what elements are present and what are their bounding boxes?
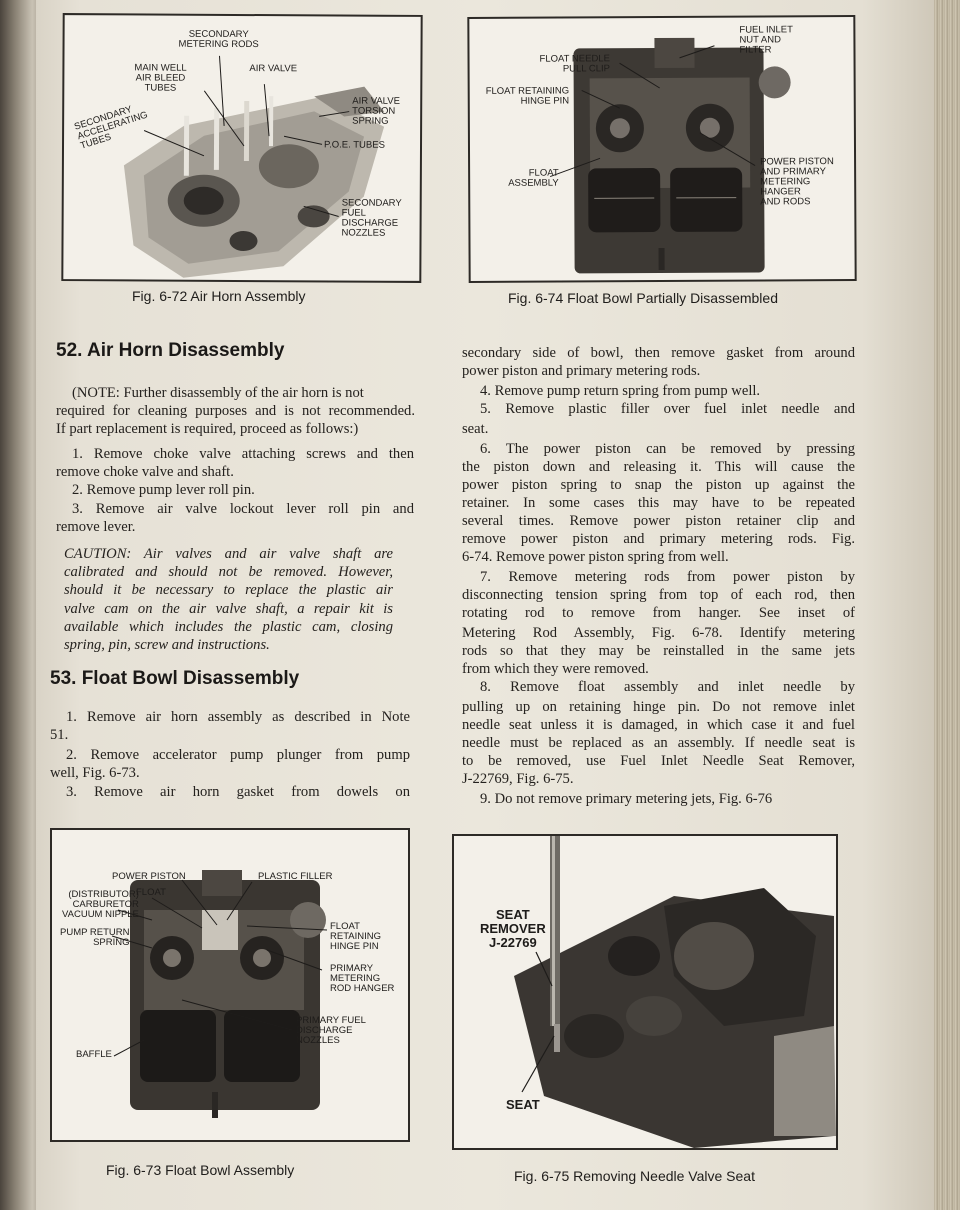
text-line: disconnecting tension spring from top of each rod, then: [462, 587, 855, 603]
figure-air-horn-assembly: [61, 13, 422, 283]
text-line: 3. Remove air valve lockout lever roll pin and: [72, 501, 414, 517]
text-line: Metering Rod Assembly, Fig. 6-78. Identify metering: [462, 625, 855, 641]
callout-air-valve-torsion-spring: AIR VALVE TORSION SPRING: [352, 95, 400, 127]
callout-air-valve: AIR VALVE: [249, 63, 298, 75]
figure-removing-needle-valve-seat: [452, 834, 838, 1150]
callout-primary-fuel-discharge-nozzles: PRIMARY FUEL DISCHARGE NOZZLES: [296, 1015, 366, 1046]
text-line: 4. Remove pump return spring from pump well.: [480, 383, 761, 399]
callout-power-piston: POWER PISTON: [112, 871, 186, 882]
figure-float-bowl-assembly: [50, 828, 410, 1142]
text-line: 3. Remove air horn gasket from dowels on: [66, 784, 410, 800]
callout-distributor-vacuum-nipple: (DISTRIBUTOR) CARBURETOR VACUUM NIPPLE: [62, 889, 139, 920]
text-line: 6-74. Remove power piston spring from well.: [462, 549, 729, 565]
caption-fig-6-75: Fig. 6-75 Removing Needle Valve Seat: [514, 1168, 755, 1184]
text-line: 9. Do not remove primary metering jets, Fig. 6-76: [480, 791, 773, 807]
text-line: J-22769, Fig. 6-75.: [462, 771, 574, 787]
callout-pump-return-spring: PUMP RETURN SPRING: [60, 927, 130, 948]
heading-float-bowl-disassembly: 53. Float Bowl Disassembly: [50, 668, 300, 689]
callout-secondary-accelerating-tubes: SECONDARY ACCELERATING TUBES: [72, 103, 150, 152]
page-stack-edge: [934, 0, 960, 1210]
text-line: from which they were removed.: [462, 661, 649, 677]
caution-line: available which includes the plastic cam, closing: [64, 619, 393, 635]
callout-secondary-fuel-discharge: SECONDARY FUEL DISCHARGE NOZZLES: [341, 197, 402, 239]
caution-line: should it be necessary to replace the plastic air: [64, 582, 393, 598]
text-line: 2. Remove accelerator pump plunger from pump: [66, 747, 410, 763]
text-line: needle must be replaced as an assembly. If needle seat is: [462, 735, 855, 751]
text-line: remove lever.: [56, 519, 136, 535]
caption-fig-6-74: Fig. 6-74 Float Bowl Partially Disassembled: [508, 290, 778, 306]
text-line: 7. Remove metering rods from power piston by: [480, 569, 855, 585]
text-line: power piston spring to snap the piston up against the: [462, 477, 855, 493]
text-line: 6. The power piston can be removed by pressing: [480, 441, 855, 457]
text-line: well, Fig. 6-73.: [50, 765, 140, 781]
callout-float-assembly: FLOAT ASSEMBLY: [508, 167, 559, 189]
figure-float-bowl-partially-disassembled: [467, 15, 856, 283]
caution-line: spring, pin, screw and instructions.: [64, 637, 270, 653]
float-bowl-partial-photo: [469, 17, 854, 281]
callout-plastic-filler: PLASTIC FILLER: [258, 871, 333, 882]
caution-line: valve cam on the air valve shaft, a repair kit is: [64, 601, 393, 617]
callout-float-retaining-hinge-pin: FLOAT RETAINING HINGE PIN: [330, 921, 382, 952]
text-line: 1. Remove air horn assembly as described in Note: [66, 709, 410, 725]
callout-power-piston-primary-metering: POWER PISTON AND PRIMARY METERING HANGER AND RODS: [760, 156, 834, 208]
text-line: 51.: [50, 727, 69, 743]
text-line: 1. Remove choke valve attaching screws and then: [72, 446, 414, 462]
caption-fig-6-72: Fig. 6-72 Air Horn Assembly: [132, 288, 306, 304]
text-line: to be removed, use Fuel Inlet Needle Seat Remover,: [462, 753, 855, 769]
text-line: required for cleaning purposes and is not recommended.: [56, 403, 415, 419]
callout-seat: SEAT: [506, 1097, 540, 1112]
text-line: pulling up on retaining hinge pin. Do not remove inlet: [462, 699, 855, 715]
callout-main-well-air-bleed: MAIN WELL AIR BLEED TUBES: [134, 62, 187, 94]
text-line: secondary side of bowl, then remove gasket from around: [462, 345, 855, 361]
callout-baffle: BAFFLE: [76, 1049, 112, 1060]
text-line: power piston and primary metering rods.: [462, 363, 701, 379]
text-line: 2. Remove pump lever roll pin.: [72, 482, 255, 498]
text-line: needle seat unless it is damaged, in which case it and fuel: [462, 717, 855, 733]
text-line: 8. Remove float assembly and inlet needle by: [480, 679, 855, 695]
previous-page-edge: [0, 0, 38, 1210]
text-line: rods so that they may be reinstalled in the same jets: [462, 643, 855, 659]
callout-float-retaining-hinge-pin: FLOAT RETAINING HINGE PIN: [485, 85, 570, 107]
callout-seat-remover: SEAT REMOVER J-22769: [480, 907, 546, 950]
callout-secondary-metering-rods: SECONDARY METERING RODS: [178, 28, 259, 51]
text-line: the piston down and releasing it. This will cause the: [462, 459, 855, 475]
caption-fig-6-73: Fig. 6-73 Float Bowl Assembly: [106, 1162, 295, 1178]
callout-float-needle-pull-clip: FLOAT NEEDLE PULL CLIP: [539, 53, 611, 75]
text-line: retainer. In some cases this may have to be repeated: [462, 495, 855, 511]
text-line: rotating rod to remove from hanger. See inset of: [462, 605, 855, 621]
text-line: 5. Remove plastic filler over fuel inlet needle and: [480, 401, 855, 417]
text-line: remove choke valve and shaft.: [56, 464, 234, 480]
text-line: remove power piston and primary metering rods. Fig.: [462, 531, 855, 547]
callout-fuel-inlet-nut: FUEL INLET NUT AND FILTER: [739, 24, 793, 56]
text-line: several times. Remove power piston retainer clip and: [462, 513, 855, 529]
text-line: If part replacement is required, proceed as follows:): [56, 421, 359, 437]
callout-poe-tubes: P.O.E. TUBES: [323, 139, 385, 151]
caution-line: calibrated and should not be removed. However,: [64, 564, 393, 580]
caution-line: CAUTION: Air valves and air valve shaft are: [64, 546, 393, 562]
heading-air-horn-disassembly: 52. Air Horn Disassembly: [56, 340, 285, 361]
text-line: seat.: [462, 421, 489, 437]
callout-primary-metering-rod-hanger: PRIMARY METERING ROD HANGER: [330, 963, 395, 994]
text-line: (NOTE: Further disassembly of the air horn is not: [72, 385, 364, 401]
callout-float: FLOAT: [136, 887, 166, 898]
